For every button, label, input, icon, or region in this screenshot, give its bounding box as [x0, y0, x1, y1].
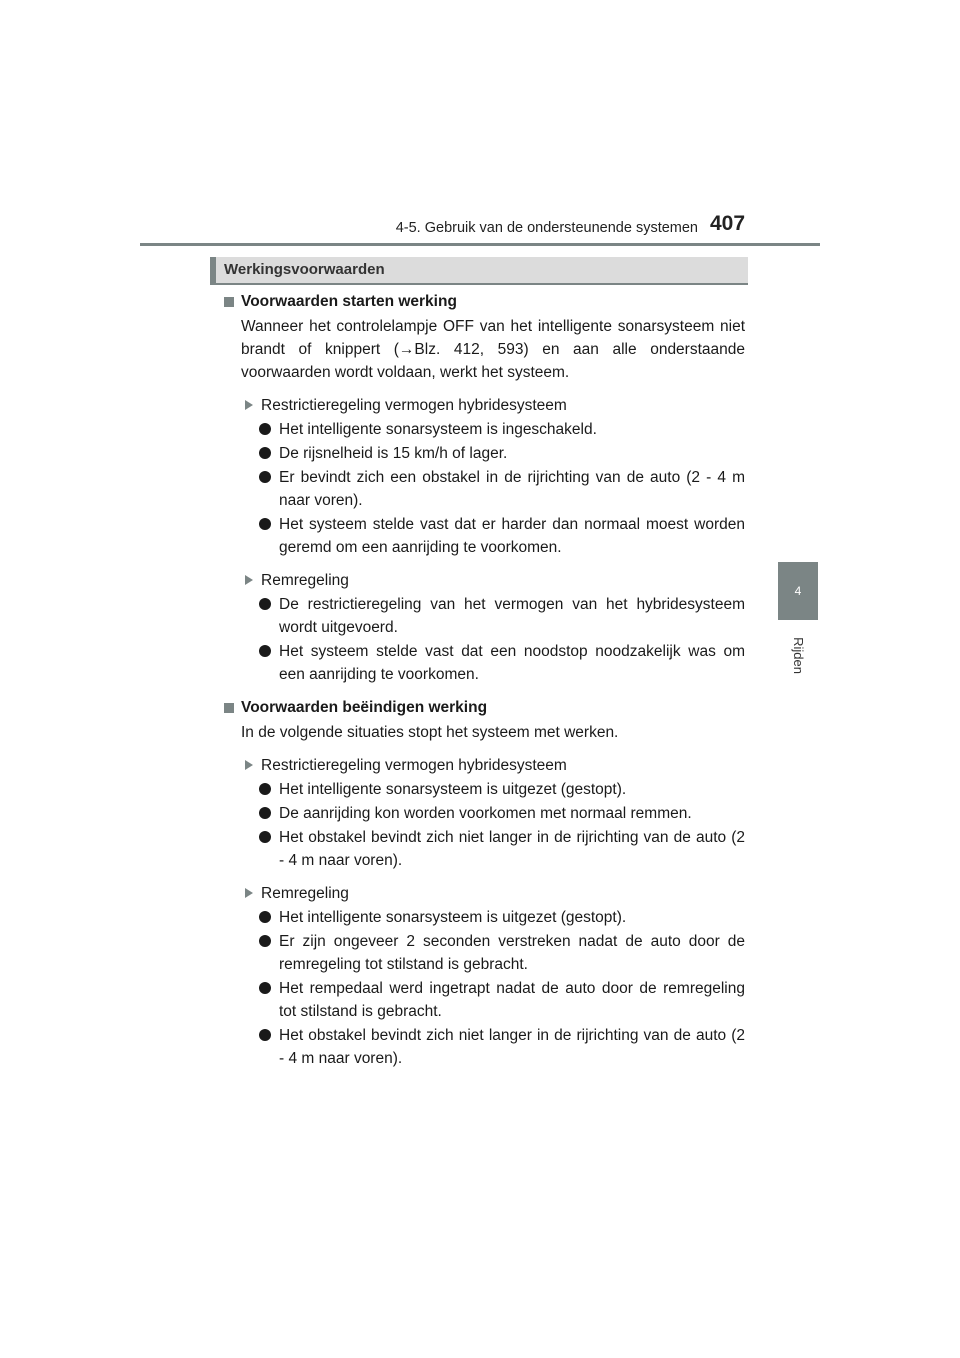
condition-group-label-text: Remregeling — [261, 885, 349, 902]
chapter-side-label-text: Rijden — [790, 636, 806, 674]
list-item-text: Het obstakel bevindt zich niet langer in de rijrichting van de auto (2 - 4 m naar voren). — [279, 1027, 745, 1067]
triangle-arrow-icon — [245, 575, 253, 585]
condition-group-label — [224, 882, 745, 905]
round-bullet-icon — [259, 935, 271, 947]
square-bullet-icon — [224, 297, 234, 307]
list-item — [224, 930, 745, 976]
round-bullet-icon — [259, 518, 271, 530]
condition-group-label-text: Restrictieregeling vermogen hybridesysteem — [261, 757, 567, 774]
round-bullet-icon — [259, 807, 271, 819]
list-item-text: Het systeem stelde vast dat er harder dan normaal moest worden geremd om een aanrijding te voorkomen. — [279, 516, 745, 556]
condition-group-label-text: Restrictieregeling vermogen hybridesysteem — [261, 397, 567, 414]
triangle-arrow-icon — [245, 888, 253, 898]
round-bullet-icon — [259, 1029, 271, 1041]
list-item-text: De aanrijding kon worden voorkomen met normaal remmen. — [279, 805, 692, 822]
chapter-title: 4-5. Gebruik van de ondersteunende systemen — [395, 220, 698, 236]
list-item — [224, 802, 745, 825]
section-header — [210, 257, 748, 285]
round-bullet-icon — [259, 831, 271, 843]
round-bullet-icon — [259, 645, 271, 657]
list-item-text: Er bevindt zich een obstakel in de rijrichting van de auto (2 - 4 m naar voren). — [279, 469, 745, 509]
list-item-text: Het obstakel bevindt zich niet langer in de rijrichting van de auto (2 - 4 m naar voren). — [279, 829, 745, 869]
condition-group-label — [224, 394, 745, 417]
list-item — [224, 778, 745, 801]
page-number: 407 — [710, 212, 746, 235]
list-item-text: Het intelligente sonarsysteem is ingeschakeld. — [279, 421, 597, 438]
page-content — [224, 288, 745, 1070]
subsection-heading-start — [224, 290, 745, 313]
chapter-side-label — [773, 630, 823, 680]
list-item — [224, 593, 745, 639]
subsection-heading-text: Voorwaarden beëindigen werking — [241, 699, 488, 716]
round-bullet-icon — [259, 471, 271, 483]
round-bullet-icon — [259, 982, 271, 994]
list-item-text: Het intelligente sonarsysteem is uitgezet (gestopt). — [279, 781, 627, 798]
list-item — [224, 906, 745, 929]
list-item — [224, 826, 745, 872]
list-item — [224, 418, 745, 441]
start-intro-paragraph: Wanneer het controlelampje OFF van het intelligente sonarsysteem niet brandt of knippert (→Blz. 412, 593) en aan alle onderstaande voorwaarden wordt voldaan, werkt het systeem. — [241, 318, 745, 381]
end-intro-paragraph: In de volgende situaties stopt het systeem met werken. — [241, 724, 619, 741]
chapter-tab-number: 4 — [794, 584, 802, 598]
subsection-heading-end — [224, 696, 745, 719]
list-item-text: Er zijn ongeveer 2 seconden verstreken nadat de auto door de remregeling tot stilstand is gebracht. — [279, 933, 745, 973]
list-item-text: Het intelligente sonarsysteem is uitgezet (gestopt). — [279, 909, 627, 926]
round-bullet-icon — [259, 911, 271, 923]
chapter-tab[interactable] — [778, 562, 818, 620]
section-title: Werkingsvoorwaarden — [224, 261, 385, 278]
round-bullet-icon — [259, 423, 271, 435]
list-item — [224, 977, 745, 1023]
subsection-heading-text: Voorwaarden starten werking — [241, 293, 457, 310]
condition-group-label — [224, 754, 745, 777]
list-item — [224, 1024, 745, 1070]
list-item-text: De rijsnelheid is 15 km/h of lager. — [279, 445, 508, 462]
list-item — [224, 466, 745, 512]
condition-group-label-text: Remregeling — [261, 572, 349, 589]
list-item-text: Het rempedaal werd ingetrapt nadat de auto door de remregeling tot stilstand is gebracht. — [279, 980, 745, 1020]
list-item — [224, 640, 745, 686]
list-item-text: Het systeem stelde vast dat een noodstop noodzakelijk was om een aanrijding te voorkomen. — [279, 643, 745, 683]
list-item-text: De restrictieregeling van het vermogen van het hybridesysteem wordt uitgevoerd. — [279, 596, 745, 636]
header-rule — [140, 243, 820, 246]
condition-group-label — [224, 569, 745, 592]
round-bullet-icon — [259, 598, 271, 610]
list-item — [224, 442, 745, 465]
round-bullet-icon — [259, 783, 271, 795]
triangle-arrow-icon — [245, 760, 253, 770]
triangle-arrow-icon — [245, 400, 253, 410]
square-bullet-icon — [224, 703, 234, 713]
list-item — [224, 513, 745, 559]
round-bullet-icon — [259, 447, 271, 459]
section-header-accent — [210, 257, 216, 283]
